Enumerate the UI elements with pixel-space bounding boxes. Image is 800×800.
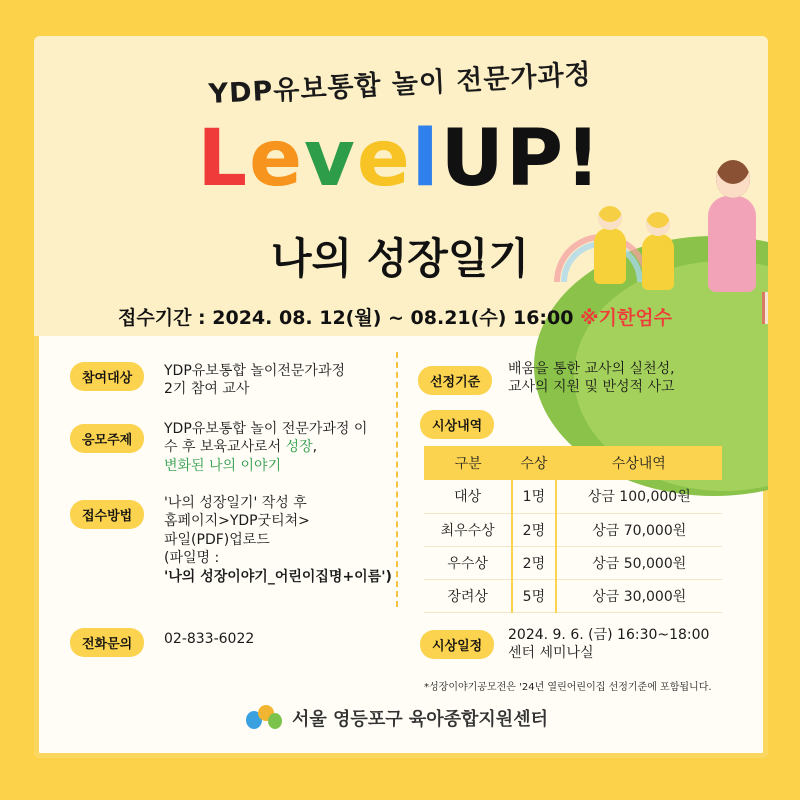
criteria-text (508, 360, 675, 397)
award-prize: 상금 70,000원 (556, 513, 722, 546)
table-row (424, 480, 722, 513)
award-prize: 상금 50,000원 (556, 546, 722, 579)
method-line: '나의 성장일기' 작성 후 (164, 495, 307, 511)
method-line: 파일(PDF)업로드 (164, 531, 270, 548)
period-text: 접수기간 : 2024. 08. 12(월) ~ 08.21(수) 16:00 (118, 307, 581, 329)
topic-comma: , (312, 439, 318, 456)
method-line: (파일명 : (164, 550, 220, 567)
table-row (424, 579, 722, 612)
child-illustration (642, 234, 674, 290)
target-text (164, 362, 345, 399)
schedule-label: 시상일정 (420, 630, 494, 659)
schedule-text (508, 626, 709, 663)
criteria-line: 교사의 지원 및 반성적 사고 (508, 379, 675, 396)
phone-number[interactable]: 02-833-6022 (164, 631, 255, 647)
award-category: 최우수상 (424, 513, 512, 546)
title-letter: L (197, 114, 250, 204)
topic-label: 응모주제 (70, 424, 144, 453)
topic-line: YDP유보통합 놀이 전문가과정 이 (164, 421, 368, 437)
target-line: 2기 참여 교사 (164, 381, 250, 398)
awards-header-row (424, 446, 722, 480)
awards-table (424, 446, 722, 613)
target-section (70, 362, 144, 391)
awards-header-cell: 구분 (424, 446, 512, 480)
criteria-label: 선정기준 (418, 366, 492, 395)
criteria-line: 배움을 통한 교사의 실천성, (508, 361, 675, 377)
award-category: 장려상 (424, 579, 512, 612)
topic-plain: 수 후 보육교사로서 (164, 439, 286, 456)
award-count: 2명 (512, 546, 555, 579)
target-label: 참여대상 (70, 362, 144, 391)
awards-section (420, 410, 494, 439)
award-count: 1명 (512, 480, 555, 513)
method-text (164, 494, 392, 586)
title-letter: e (249, 114, 304, 204)
title-letter: P (505, 114, 566, 204)
phone-label: 전화문의 (70, 628, 144, 657)
criteria-section (418, 366, 492, 395)
program-subtitle: YDP유보통합 놀이 전문가과정 (207, 58, 593, 111)
schedule-section (420, 630, 494, 659)
award-category: 대상 (424, 480, 512, 513)
schedule-line: 센터 세미나실 (508, 645, 594, 662)
title-letter: e (356, 114, 412, 204)
schedule-line: 2024. 9. 6. (금) 16:30~18:00 (508, 627, 710, 643)
award-category: 우수상 (424, 546, 512, 579)
topic-highlight-line: 변화된 나의 이야기 (164, 457, 282, 474)
organization-footer (246, 705, 548, 731)
title-letter: ! (565, 114, 603, 204)
organization-name: 서울 영등포구 육아종합지원센터 (292, 709, 548, 730)
topic-section (70, 424, 144, 453)
footnote: *성장이야기공모전은 '24년 열린어린이집 선정기준에 포함됩니다. (424, 682, 712, 693)
award-count: 5명 (512, 579, 555, 612)
topic-line (164, 438, 367, 456)
awards-label: 시상내역 (420, 410, 494, 439)
application-period (70, 303, 720, 330)
file-name-format: '나의 성장이야기_어린이집명+이름') (164, 568, 392, 585)
phone-section (70, 628, 144, 657)
method-line: 홈페이지>YDP굿티쳐> (164, 513, 310, 530)
topic-highlight: 성장 (285, 439, 313, 456)
awards-header-cell: 수상내역 (556, 446, 722, 480)
levelup-title (170, 114, 630, 204)
method-label: 접수방법 (70, 500, 144, 529)
table-row (424, 546, 722, 579)
method-section (70, 500, 144, 529)
house-illustration (762, 292, 768, 324)
award-prize: 상금 30,000원 (556, 579, 722, 612)
main-title: 나의 성장일기 (270, 234, 530, 283)
table-row (424, 513, 722, 546)
topic-text (164, 420, 367, 475)
title-letter: l (411, 114, 441, 204)
awards-header-cell: 수상 (512, 446, 555, 480)
award-count: 2명 (512, 513, 555, 546)
teacher-illustration (708, 196, 756, 292)
target-line: YDP유보통합 놀이전문가과정 (164, 363, 345, 379)
title-letter: v (304, 114, 357, 204)
center-logo-icon (246, 705, 284, 731)
column-divider (396, 352, 398, 607)
award-prize: 상금 100,000원 (556, 480, 722, 513)
strict-deadline-note: ※기한엄수 (580, 307, 672, 329)
title-letter: U (440, 114, 506, 204)
